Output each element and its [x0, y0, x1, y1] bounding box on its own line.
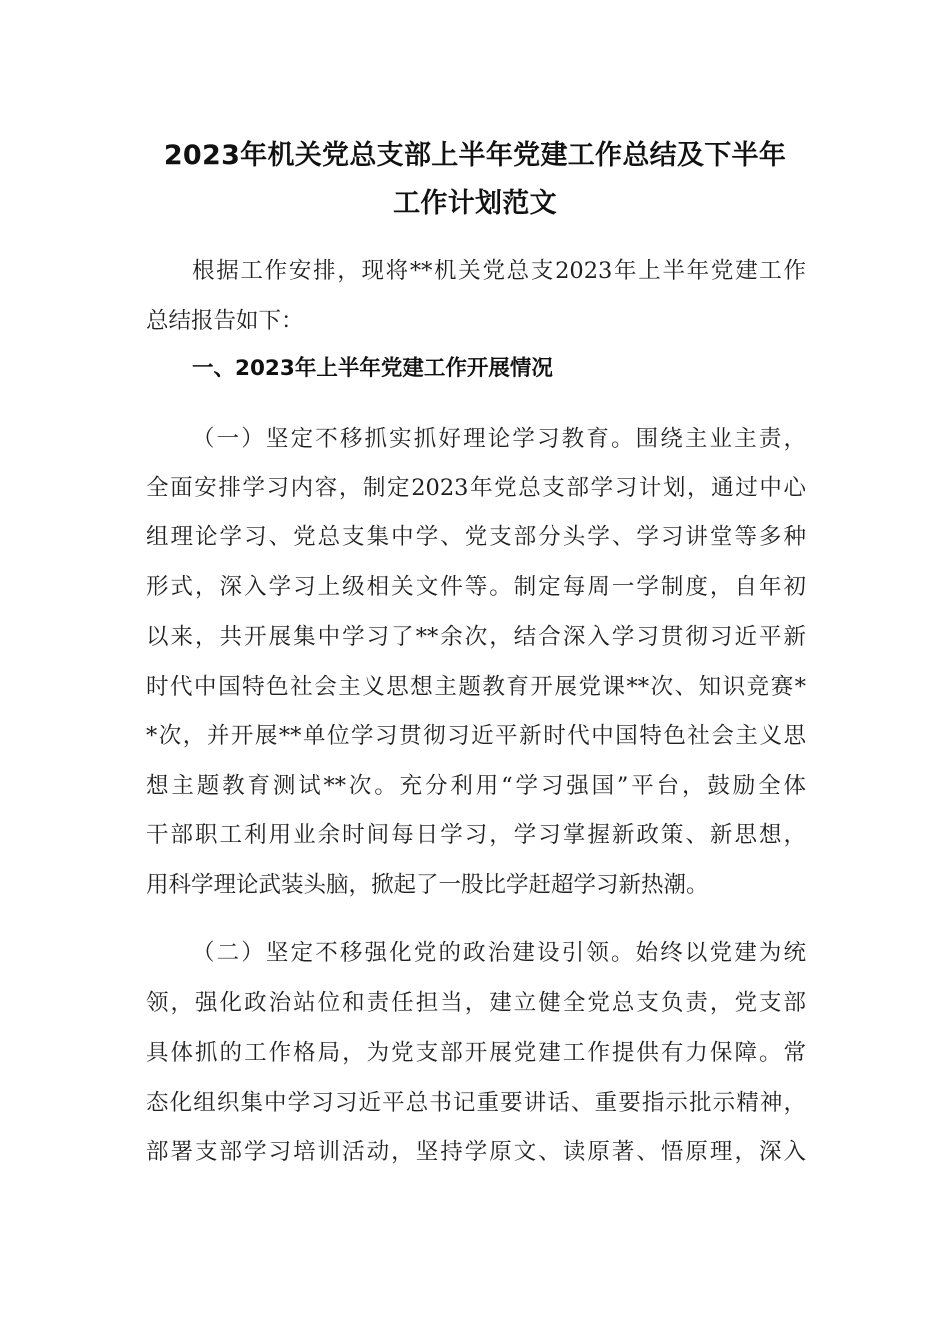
section-heading: 一、2023年上半年党建工作开展情况	[192, 356, 553, 381]
paragraph-1-line: 用科学理论武装头脑，掀起了一股比学赶超学习新热潮。	[146, 872, 709, 898]
paragraph-1-line: 形式，深入学习上级相关文件等。制定每周一学制度，自年初	[146, 574, 806, 600]
paragraph-2-line: 具体抓的工作格局，为党支部开展党建工作提供有力保障。常	[146, 1040, 806, 1066]
paragraph-2-line: （二）坚定不移强化党的政治建设引领。始终以党建为统	[192, 940, 806, 966]
paragraph-1-line: 以来，共开展集中学习了**余次，结合深入学习贯彻习近平新	[146, 624, 806, 650]
intro-line-1: 根据工作安排，现将**机关党总支2023年上半年党建工作	[192, 258, 806, 284]
paragraph-1-line: 全面安排学习内容，制定2023年党总支部学习计划，通过中心	[146, 475, 806, 501]
paragraph-1-line: 干部职工利用业余时间每日学习，学习掌握新政策、新思想，	[146, 822, 806, 848]
paragraph-1-line: 时代中国特色社会主义思想主题教育开展党课**次、知识竞赛*	[146, 674, 806, 700]
paragraph-1-line: （一）坚定不移抓实抓好理论学习教育。围绕主业主责，	[192, 426, 806, 452]
paragraph-2-line: 态化组织集中学习习近平总书记重要讲话、重要指示批示精神，	[146, 1090, 806, 1116]
document-title-line-1: 2023年机关党总支部上半年党建工作总结及下半年	[163, 140, 787, 171]
paragraph-2-line: 部署支部学习培训活动，坚持学原文、读原著、悟原理，深入	[146, 1139, 806, 1165]
paragraph-1-line: 想主题教育测试**次。充分利用“学习强国”平台，鼓励全体	[146, 773, 806, 799]
paragraph-2-line: 领，强化政治站位和责任担当，建立健全党总支负责，党支部	[146, 990, 806, 1016]
paragraph-1-line: *次，并开展**单位学习贯彻习近平新时代中国特色社会主义思	[146, 723, 806, 749]
intro-line-2: 总结报告如下：	[146, 308, 304, 334]
paragraph-1-line: 组理论学习、党总支集中学、党支部分头学、学习讲堂等多种	[146, 524, 806, 550]
document-title-line-2: 工作计划范文	[393, 188, 557, 219]
